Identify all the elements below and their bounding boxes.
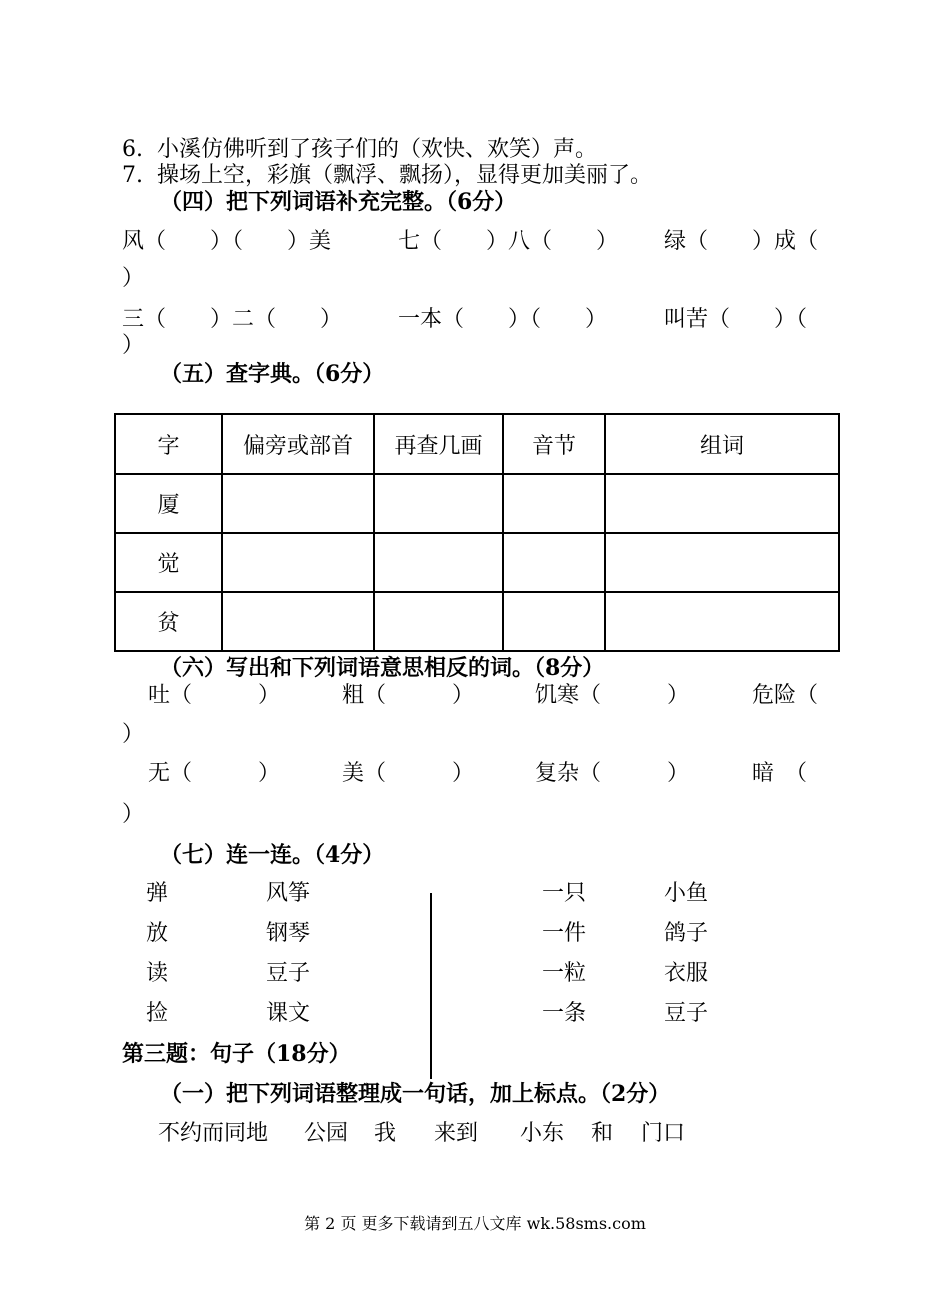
part3-sub1-heading: （一）把下列词语整理成一句话，加上标点。（2分） [160,1081,671,1107]
antonym-item-wrap: ） [122,722,145,747]
fill-item: 一本（ ）（ ） [398,307,608,332]
answer-cell [503,533,605,592]
divider-line [430,893,432,1079]
char-cell: 贫 [115,592,222,651]
answer-cell [374,474,503,533]
antonym-item: 粗（ ） [342,683,475,708]
header-cell: 再查几画 [374,414,503,474]
answer-cell [605,592,839,651]
answer-cell [374,533,503,592]
table-row [115,533,839,592]
dictionary-table [114,413,840,652]
match-measure: 一粒 [542,961,587,986]
fill-item: 绿（ ）成（ [664,229,819,254]
antonym-item: 吐（ ） [148,683,281,708]
word-item: 公园 [304,1121,349,1146]
header-cell: 音节 [503,414,605,474]
match-noun: 钢琴 [266,921,311,946]
match-verb: 放 [146,921,169,946]
answer-cell [222,533,374,592]
match-verb: 读 [146,961,169,986]
table-row [115,592,839,651]
word-item: 门口 [641,1121,686,1146]
table-header-row [115,414,839,474]
match-noun: 豆子 [266,961,311,986]
antonym-item: 暗 （ [752,761,808,786]
answer-cell [222,474,374,533]
answer-cell [222,592,374,651]
match-measure: 一只 [542,881,587,906]
antonym-item: 复杂（ ） [535,761,690,786]
match-verb: 捡 [146,1001,169,1026]
match-verb: 弹 [146,881,169,906]
header-cell: 字 [115,414,222,474]
match-noun: 课文 [266,1001,311,1026]
match-object: 小鱼 [664,881,709,906]
fill-item: 风（ ）（ ）美 [122,229,332,254]
match-object: 鸽子 [664,921,709,946]
antonym-item: 无（ ） [148,761,281,786]
antonym-item: 美（ ） [342,761,475,786]
header-cell: 偏旁或部首 [222,414,374,474]
question-item-6: 6. 小溪仿佛听到了孩子们的（欢快、欢笑）声。 [122,137,597,162]
match-object: 豆子 [664,1001,709,1026]
antonym-item: 危险（ [752,683,819,708]
section6-heading: （六）写出和下列词语意思相反的词。（8分） [160,655,605,681]
match-noun: 风筝 [266,881,311,906]
word-item: 我 [374,1121,397,1146]
fill-item: 叫苦（ ）（ [664,307,808,332]
char-cell: 觉 [115,533,222,592]
match-measure: 一件 [542,921,587,946]
match-measure: 一条 [542,1001,587,1026]
fill-item-wrap: ） [122,333,145,358]
word-item: 不约而同地 [158,1121,269,1146]
section7-heading: （七）连一连。（4分） [160,842,385,868]
answer-cell [503,592,605,651]
answer-cell [374,592,503,651]
part3-title: 第三题：句子（18分） [122,1041,351,1067]
word-item: 和 [591,1121,614,1146]
header-cell: 组词 [605,414,839,474]
answer-cell [503,474,605,533]
table-row [115,474,839,533]
antonym-item-wrap: ） [122,802,145,827]
word-item: 来到 [434,1121,479,1146]
fill-item: 三（ ）二（ ） [122,307,343,332]
fill-item-wrap: ） [122,266,145,291]
antonym-item: 饥寒（ ） [535,683,690,708]
fill-item: 七（ ）八（ ） [398,229,619,254]
match-object: 衣服 [664,961,709,986]
word-item: 小东 [520,1121,565,1146]
answer-cell [605,533,839,592]
answer-cell [605,474,839,533]
char-cell: 厦 [115,474,222,533]
section5-heading: （五）查字典。（6分） [160,361,385,387]
page-footer: 第 2 页 更多下载请到五八文库 wk.58sms.com [304,1214,646,1233]
section4-heading: （四）把下列词语补充完整。（6分） [160,189,517,215]
question-item-7: 7. 操场上空，彩旗（飘浮、飘扬），显得更加美丽了。 [122,163,652,188]
